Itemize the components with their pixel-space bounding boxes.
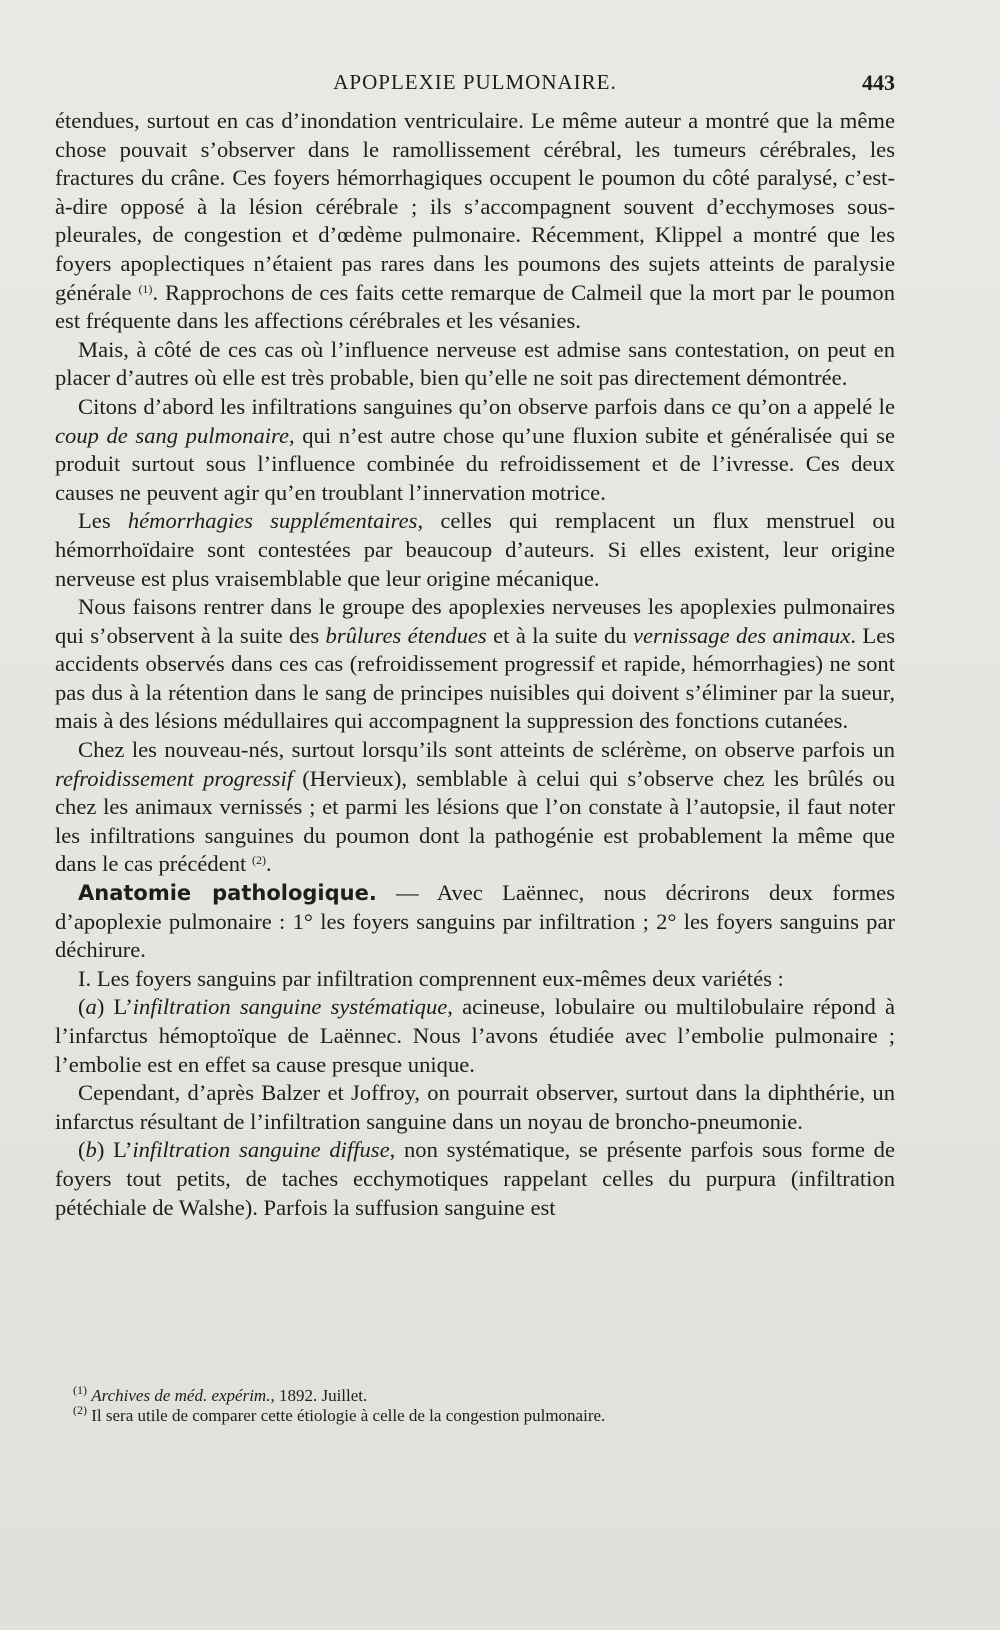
italic-text: coup de sang pulmonaire	[55, 422, 290, 448]
italic-text: Archives de méd. expérim.	[91, 1386, 271, 1405]
text-run: Les	[78, 508, 128, 534]
paragraph	[55, 593, 895, 736]
paragraph	[55, 336, 895, 393]
text-run: Cependant, d’après Balzer et Joffroy, on pourrait observer, surtout dans la diphthérie, un infarctus résultant de l’infiltration sanguine dans un noyau de broncho-pneumonie.	[55, 1080, 895, 1134]
running-title: APOPLEXIE PULMONAIRE.	[333, 70, 617, 94]
italic-text: hémorrhagies supplémentaires	[127, 508, 418, 534]
body-text	[55, 107, 895, 1222]
footnote	[73, 1383, 895, 1406]
text-run: Mais, à côté de ces cas où l’influence nerveuse est admise sans contestation, on peut en placer d’autres où elle est très probable, bien qu’elle ne soit pas directement démontrée.	[55, 336, 895, 391]
text-run: (	[78, 994, 86, 1020]
footnote-ref: (2)	[251, 853, 266, 868]
text-run: .	[265, 851, 272, 877]
text-run: Nous faisons rentrer dans le groupe des apoplexies nerveuses les apoplexies pulmonaires qui s’observent à la suite des	[55, 594, 895, 648]
text-run: I. Les foyers sanguins par infiltration comprennent eux-mêmes deux variétés :	[78, 965, 784, 991]
italic-text: brûlures étendues	[325, 622, 487, 648]
text-run: , non systématique, se présente parfois sous forme de foyers tout petits, de taches ecchymotiques rappelant celles du purpura (infiltration pétéchiale de Walshe). Parfois la suffusion sanguine est	[55, 1137, 896, 1220]
italic-text: infiltration sanguine diffuse	[132, 1137, 390, 1163]
text-run: . Rapprochons de ces faits cette remarque de Calmeil que la mort par le poumon est fréquente dans les affections cérébrales et les vésanies.	[55, 279, 895, 334]
paragraph	[55, 1079, 895, 1136]
paragraph	[55, 993, 895, 1079]
italic-text: refroidissement progressif	[55, 765, 294, 791]
footnote	[73, 1403, 895, 1426]
text-run: Chez les nouveau-nés, surtout lorsqu’ils sont atteints de sclérème, on observe parfois un	[78, 737, 895, 763]
footnotes	[73, 1383, 895, 1426]
text-run: (	[78, 1137, 86, 1163]
text-run: Il sera utile de comparer cette étiologie à celle de la congestion pulmonaire.	[87, 1406, 606, 1425]
footnote-ref: (2)	[73, 1403, 87, 1417]
text-run: — Avec Laënnec, nous décrirons deux formes d’apoplexie pulmonaire : 1° les foyers sanguins par infiltration ; 2° les foyers sanguins par déchirure.	[55, 880, 895, 963]
text-run: . Les accidents observés dans ces cas (refroidissement progressif et rapide, hémorrhagies) ne sont pas dus à la rétention dans le sang de principes nuisibles qui doivent s’éliminer par la sueur, mais à des lésions médullaires qui accompagnent la suppression des fonctions cutanées.	[55, 622, 896, 734]
text-run: et à la suite du	[486, 622, 633, 648]
italic-text: b	[85, 1137, 97, 1163]
text-run: ) L’	[96, 1137, 133, 1163]
text-run: , celles qui remplacent un flux menstruel ou hémorrhoïdaire sont contestées par beaucoup d’auteurs. Si elles existent, leur origine nerveuse est plus vraisemblable que leur origine mécanique.	[55, 508, 896, 591]
text-run: ) L’	[96, 994, 133, 1020]
text-run: Citons d’abord les infiltrations sanguines qu’on observe parfois dans ce qu’on a appelé le	[78, 393, 895, 419]
paragraph	[55, 1136, 895, 1222]
italic-text: infiltration sanguine systématique	[132, 994, 448, 1020]
text-run: , qui n’est autre chose qu’une fluxion subite et généralisée qui se produit surtout sous l’influence combinée du refroidissement et de l’ivresse. Ces deux causes ne peuvent agir qu’en troublant l’innervation motrice.	[55, 422, 896, 505]
footnote-ref: (1)	[73, 1383, 87, 1397]
italic-text: a	[85, 994, 97, 1020]
section-heading: Anatomie pathologique.	[78, 881, 377, 906]
text-run: (Hervieux), semblable à celui qui s’observe chez les brûlés ou chez les animaux vernissés ; et parmi les lésions que l’on constate à l’autopsie, il faut noter les infiltrations sanguines du poumon dont la pathogénie est probablement la même que dans le cas précédent	[55, 765, 895, 877]
text-run: , acineuse, lobulaire ou multilobulaire répond à l’infarctus hémoptoïque de Laënnec. Nous l’avons étudiée avec l’embolie pulmonaire ; l’embolie est en effet sa cause presque unique.	[55, 994, 895, 1077]
text-run: , 1892. Juillet.	[270, 1386, 368, 1405]
paragraph	[55, 393, 895, 507]
paragraph	[55, 507, 895, 593]
paragraph	[55, 736, 895, 879]
paragraph	[55, 107, 895, 336]
running-head	[55, 70, 895, 96]
paragraph	[55, 965, 895, 994]
paragraph	[55, 879, 895, 965]
page-number: 443	[862, 70, 895, 95]
italic-text: vernissage des animaux	[633, 622, 851, 648]
footnote-ref: (1)	[138, 281, 153, 296]
text-run: étendues, surtout en cas d’inondation ventriculaire. Le même auteur a montré que la même chose pouvait s’observer dans le ramollissement cérébral, les tumeurs cérébrales, les fractures du crâne. Ces foyers hémorrhagiques occupent le poumon du côté paralysé, c’est-à-dire opposé à la lésion cérébrale ; ils s’accompagnent souvent d’ecchymoses sous-pleurales, de congestion et d’œdème pulmonaire. Récemment, Klippel a montré que les foyers apoplectiques n’étaient pas rares dans les poumons des sujets atteints de paralysie générale	[55, 108, 895, 305]
